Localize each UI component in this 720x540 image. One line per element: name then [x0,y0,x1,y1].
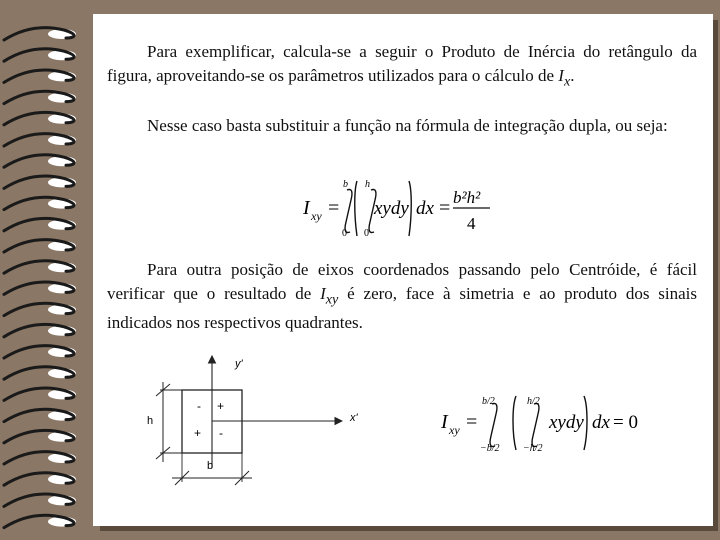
height-label: h [147,415,154,427]
formula1-outer-upper: b [343,179,348,190]
base-label: b [207,460,214,472]
paragraph-1-text: Para exemplificar, calcula-se a seguir o Produto de Inércia do retângulo da figura, aproveitando-se os parâmetros utilizados para o cálculo de [107,42,697,85]
formula2-lhs: I [441,411,448,433]
formula2-right-paren [584,396,587,450]
formula1-inner-lower: 0 [364,228,369,239]
paragraph-3-text-b: é zero, face à simetria e ao produto dos sinais indicados nos respectivos quadrantes. [107,284,697,333]
formula2-eq: = [466,411,478,433]
formula2-lhs-sub: xy [449,423,460,437]
paragraph-1-end: . [570,66,575,85]
formula2-inner-lower: −h/2 [523,443,543,454]
formula2-outer-integral [490,403,497,446]
symbol-i: I [558,66,564,85]
formula1-inner-upper: h [365,179,370,190]
quadrant-sign-bottom-left: + [194,426,202,440]
formula1-rhs-den: 4 [467,214,476,233]
quadrant-sign-top-left: - [197,399,201,413]
formula1-lhs-sub: xy [311,209,322,223]
symbol-subscript-x: x [563,73,571,90]
quadrant-sign-top-right: + [217,399,225,413]
x-axis-label: x' [350,412,358,424]
formula1-eq: = [328,197,340,219]
formula2-inner-integral [532,403,539,446]
formula1-integrand: xydy [374,198,409,219]
formula2-integrand: xydy [549,412,584,433]
formula1-eq2: = [439,197,451,219]
formula1-outer-lower: 0 [342,228,347,239]
symbol-subscript-xy: xy [325,291,339,308]
formula2-rhs: = 0 [613,412,638,433]
y-axis-label: y' [235,358,243,370]
formula2-inner-upper: h/2 [527,396,540,407]
symbol-i-xy: I [320,284,326,303]
formula1-lhs: I [303,197,310,219]
paragraph-3-text-a: Para outra posição de eixos coordenados passando pelo Centróide, é fácil verificar que o resultado de [107,260,697,303]
formula2-outer-upper: b/2 [482,396,495,407]
formula2-left-paren [513,396,516,450]
formula2-dx: dx [592,412,610,433]
quadrant-sign-bottom-right: - [219,426,223,440]
formula1-dx: dx [416,198,434,219]
paragraph-2-text: Nesse caso basta substituir a função na fórmula de integração dupla, ou seja: [147,116,668,135]
formula1-rhs-num: b²h² [453,188,481,207]
formula2-outer-lower: −b/2 [480,443,500,454]
